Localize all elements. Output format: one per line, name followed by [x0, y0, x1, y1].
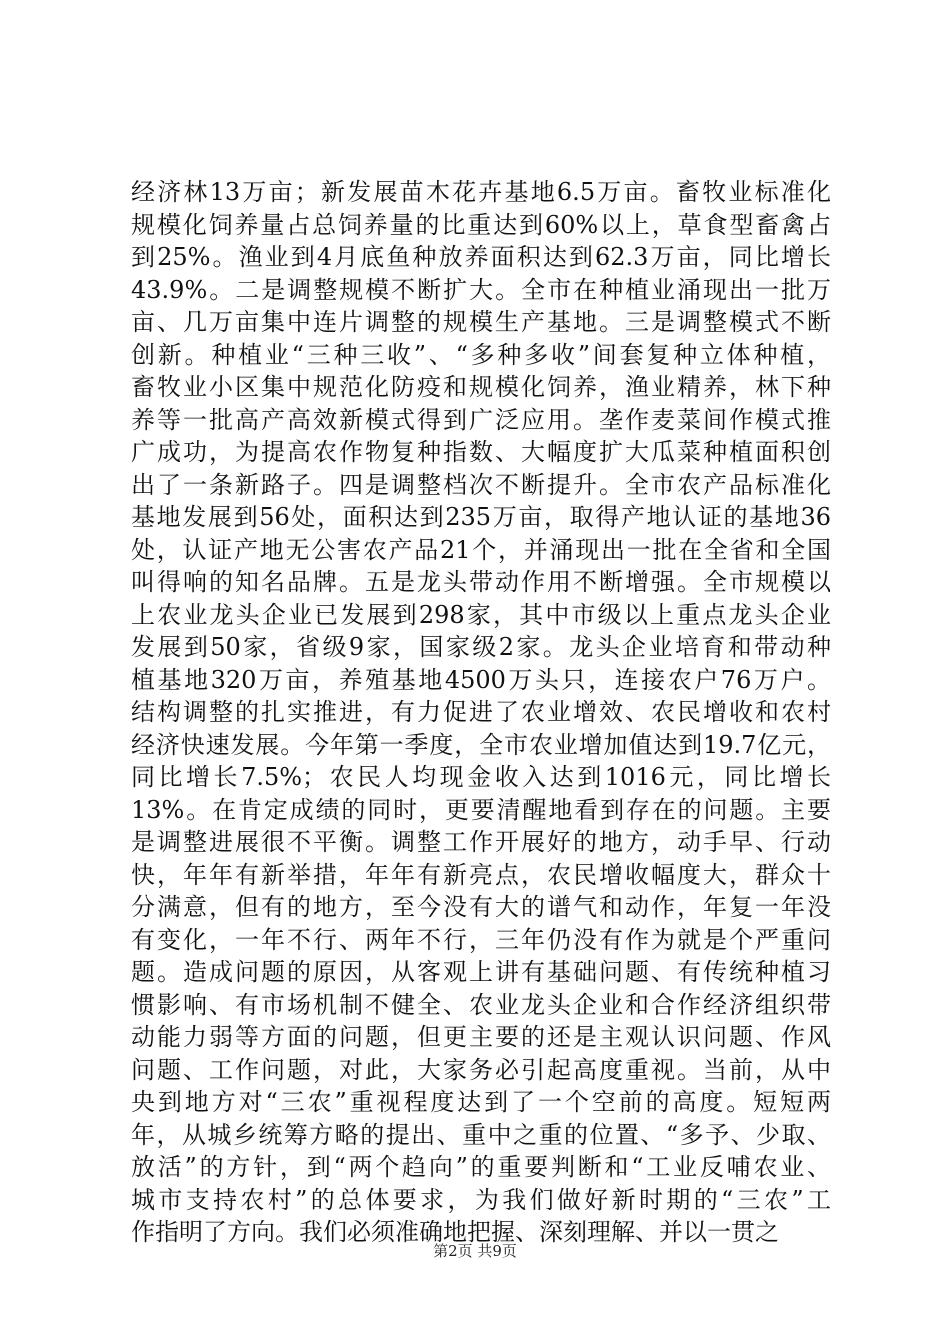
text-line: 动能力弱等方面的问题，但更主要的还是主观认识问题、作风	[131, 1023, 831, 1051]
text-line: 是调整进展很不平衡。调整工作开展好的地方，动手早、行动	[131, 828, 831, 856]
text-line: 结构调整的扎实推进，有力促进了农业增效、农民增收和农村	[131, 698, 831, 726]
text-line: 同比增长7.5%；农民人均现金收入达到1016元，同比增长	[131, 763, 831, 791]
body-paragraph	[131, 176, 831, 1249]
text-line: 分满意，但有的地方，至今没有大的谱气和动作，年复一年没	[131, 893, 831, 921]
text-line: 畜牧业小区集中规范化防疫和规模化饲养，渔业精养，林下种	[131, 373, 831, 401]
text-line: 央到地方对“三农”重视程度达到了一个空前的高度。短短两	[131, 1088, 831, 1116]
text-line: 43.9%。二是调整规模不断扩大。全市在种植业涌现出一批万	[131, 275, 831, 304]
text-line: 13%。在肯定成绩的同时，更要清醒地看到存在的问题。主要	[131, 795, 831, 824]
text-line: 发展到50家，省级9家，国家级2家。龙头企业培育和带动种	[131, 633, 831, 661]
text-line: 处，认证产地无公害农产品21个，并涌现出一批在全省和全国	[131, 535, 831, 564]
text-line: 快，年年有新举措，年年有新亮点，农民增收幅度大，群众十	[131, 860, 831, 889]
text-line: 问题、工作问题，对此，大家务必引起高度重视。当前，从中	[131, 1055, 831, 1084]
text-line: 到25%。渔业到4月底鱼种放养面积达到62.3万亩，同比增长	[131, 243, 831, 271]
text-line: 广成功，为提高农作物复种指数、大幅度扩大瓜菜种植面积创	[131, 438, 831, 466]
text-line: 规模化饲养量占总饲养量的比重达到60%以上，草食型畜禽占	[131, 210, 831, 239]
text-line: 有变化，一年不行、两年不行，三年仍没有作为就是个严重问	[131, 925, 831, 954]
text-line: 经济林13万亩；新发展苗木花卉基地6.5万亩。畜牧业标准化	[131, 178, 831, 206]
text-line: 作指明了方向。我们必须准确地把握、深刻理解、并以一贯之	[131, 1218, 779, 1246]
text-line: 年，从城乡统筹方略的提出、重中之重的位置、“多予、少取、	[131, 1120, 831, 1149]
text-line: 上农业龙头企业已发展到298家，其中市级以上重点龙头企业	[131, 600, 831, 629]
text-line: 植基地320万亩，养殖基地4500万头只，连接农户76万户。	[131, 665, 831, 694]
text-line: 出了一条新路子。四是调整档次不断提升。全市农产品标准化	[131, 470, 831, 499]
text-line: 创新。种植业“三种三收”、“多种多收”间套复种立体种植，	[131, 340, 831, 369]
text-line: 题。造成问题的原因，从客观上讲有基础问题、有传统种植习	[131, 958, 831, 986]
text-line: 亩、几万亩集中连片调整的规模生产基地。三是调整模式不断	[131, 308, 831, 336]
text-line: 叫得响的知名品牌。五是龙头带动作用不断增强。全市规模以	[131, 568, 831, 596]
text-line: 经济快速发展。今年第一季度，全市农业增加值达到19.7亿元，	[131, 730, 831, 759]
text-line: 放活”的方针，到“两个趋向”的重要判断和“工业反哺农业、	[131, 1153, 831, 1181]
text-line: 惯影响、有市场机制不健全、农业龙头企业和合作经济组织带	[131, 990, 831, 1019]
text-line: 养等一批高产高效新模式得到广泛应用。垄作麦菜间作模式推	[131, 405, 831, 434]
page-footer: 第2页 共9页	[433, 1242, 517, 1260]
text-line: 城市支持农村”的总体要求，为我们做好新时期的“三农”工	[131, 1185, 831, 1214]
text-line: 基地发展到56处，面积达到235万亩，取得产地认证的基地36	[131, 503, 831, 531]
